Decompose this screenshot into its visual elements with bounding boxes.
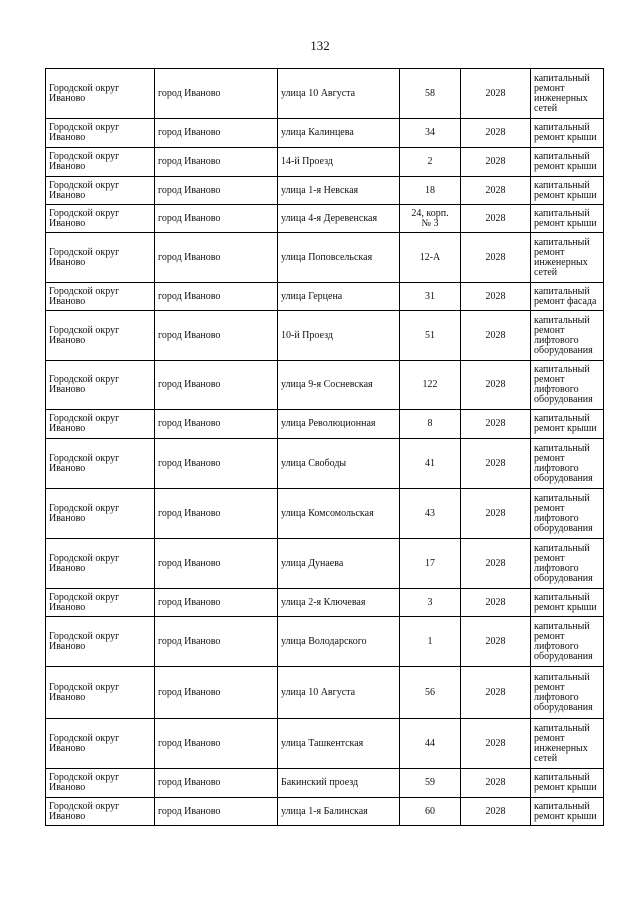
cell-street: улица Революционная <box>278 410 400 439</box>
cell-house: 43 <box>400 489 461 539</box>
table-row <box>46 539 604 589</box>
cell-district: Городской округ Иваново <box>46 177 155 205</box>
cell-year: 2028 <box>461 233 531 283</box>
cell-district: Городской округ Иваново <box>46 361 155 410</box>
table-row <box>46 205 604 233</box>
table-row <box>46 119 604 148</box>
cell-street: улица Свободы <box>278 439 400 489</box>
cell-year: 2028 <box>461 798 531 826</box>
table-row <box>46 361 604 410</box>
table-row <box>46 177 604 205</box>
cell-street: улица Володарского <box>278 617 400 667</box>
table-row <box>46 69 604 119</box>
cell-city: город Иваново <box>155 177 278 205</box>
cell-house: 44 <box>400 719 461 769</box>
cell-district: Городской округ Иваново <box>46 439 155 489</box>
cell-work-type: капитальный ремонт лифтового оборудования <box>531 539 604 589</box>
cell-work-type: капитальный ремонт крыши <box>531 769 604 798</box>
table-row <box>46 719 604 769</box>
cell-city: город Иваново <box>155 361 278 410</box>
cell-work-type: капитальный ремонт фасада <box>531 283 604 311</box>
cell-house: 3 <box>400 589 461 617</box>
repair-schedule-table <box>45 68 604 826</box>
cell-house: 56 <box>400 667 461 719</box>
cell-street: улица Ташкентская <box>278 719 400 769</box>
cell-city: город Иваново <box>155 205 278 233</box>
cell-year: 2028 <box>461 410 531 439</box>
table-row <box>46 410 604 439</box>
table-row <box>46 589 604 617</box>
cell-work-type: капитальный ремонт лифтового оборудования <box>531 489 604 539</box>
cell-district: Городской округ Иваново <box>46 798 155 826</box>
cell-year: 2028 <box>461 119 531 148</box>
cell-work-type: капитальный ремонт инженерных сетей <box>531 233 604 283</box>
cell-year: 2028 <box>461 617 531 667</box>
cell-district: Городской округ Иваново <box>46 233 155 283</box>
cell-year: 2028 <box>461 177 531 205</box>
cell-work-type: капитальный ремонт лифтового оборудования <box>531 361 604 410</box>
table-body <box>46 69 604 826</box>
cell-house: 17 <box>400 539 461 589</box>
cell-city: город Иваново <box>155 617 278 667</box>
cell-street: улица Калинцева <box>278 119 400 148</box>
cell-year: 2028 <box>461 361 531 410</box>
cell-house: 2 <box>400 148 461 177</box>
page-number: 132 <box>310 38 330 53</box>
cell-street: улица Герцена <box>278 283 400 311</box>
cell-street: улица Дунаева <box>278 539 400 589</box>
cell-city: город Иваново <box>155 439 278 489</box>
cell-year: 2028 <box>461 205 531 233</box>
cell-district: Городской округ Иваново <box>46 119 155 148</box>
cell-house: 34 <box>400 119 461 148</box>
cell-city: город Иваново <box>155 311 278 361</box>
cell-district: Городской округ Иваново <box>46 489 155 539</box>
cell-city: город Иваново <box>155 798 278 826</box>
cell-house: 31 <box>400 283 461 311</box>
table-row <box>46 667 604 719</box>
cell-work-type: капитальный ремонт крыши <box>531 589 604 617</box>
cell-work-type: капитальный ремонт инженерных сетей <box>531 719 604 769</box>
cell-city: город Иваново <box>155 719 278 769</box>
cell-year: 2028 <box>461 283 531 311</box>
cell-district: Городской округ Иваново <box>46 410 155 439</box>
cell-district: Городской округ Иваново <box>46 539 155 589</box>
cell-city: город Иваново <box>155 119 278 148</box>
cell-city: город Иваново <box>155 69 278 119</box>
cell-street: улица 10 Августа <box>278 667 400 719</box>
cell-district: Городской округ Иваново <box>46 617 155 667</box>
table-row <box>46 798 604 826</box>
cell-work-type: капитальный ремонт крыши <box>531 205 604 233</box>
cell-street: улица 1-я Балинская <box>278 798 400 826</box>
cell-house: 12-А <box>400 233 461 283</box>
cell-city: город Иваново <box>155 539 278 589</box>
cell-house: 41 <box>400 439 461 489</box>
cell-work-type: капитальный ремонт лифтового оборудования <box>531 311 604 361</box>
cell-year: 2028 <box>461 667 531 719</box>
cell-city: город Иваново <box>155 148 278 177</box>
cell-work-type: капитальный ремонт лифтового оборудования <box>531 439 604 489</box>
cell-city: город Иваново <box>155 769 278 798</box>
cell-work-type: капитальный ремонт лифтового оборудования <box>531 617 604 667</box>
cell-house: 59 <box>400 769 461 798</box>
cell-street: 14-й Проезд <box>278 148 400 177</box>
cell-district: Городской округ Иваново <box>46 667 155 719</box>
table-row <box>46 283 604 311</box>
cell-work-type: капитальный ремонт крыши <box>531 119 604 148</box>
cell-work-type: капитальный ремонт инженерных сетей <box>531 69 604 119</box>
cell-work-type: капитальный ремонт крыши <box>531 798 604 826</box>
cell-district: Городской округ Иваново <box>46 283 155 311</box>
cell-street: улица Комсомольская <box>278 489 400 539</box>
cell-house: 1 <box>400 617 461 667</box>
cell-street: 10-й Проезд <box>278 311 400 361</box>
cell-year: 2028 <box>461 489 531 539</box>
cell-year: 2028 <box>461 69 531 119</box>
cell-city: город Иваново <box>155 489 278 539</box>
table-row <box>46 311 604 361</box>
cell-work-type: капитальный ремонт лифтового оборудования <box>531 667 604 719</box>
cell-work-type: капитальный ремонт крыши <box>531 177 604 205</box>
cell-house: 18 <box>400 177 461 205</box>
cell-year: 2028 <box>461 311 531 361</box>
cell-house: 51 <box>400 311 461 361</box>
table-row <box>46 617 604 667</box>
cell-year: 2028 <box>461 719 531 769</box>
cell-street: улица 4-я Деревенская <box>278 205 400 233</box>
cell-district: Городской округ Иваново <box>46 205 155 233</box>
cell-year: 2028 <box>461 769 531 798</box>
cell-city: город Иваново <box>155 667 278 719</box>
cell-street: Бакинский проезд <box>278 769 400 798</box>
cell-street: улица 9-я Сосневская <box>278 361 400 410</box>
cell-year: 2028 <box>461 439 531 489</box>
cell-work-type: капитальный ремонт крыши <box>531 148 604 177</box>
table-row <box>46 489 604 539</box>
cell-house: 122 <box>400 361 461 410</box>
cell-district: Городской округ Иваново <box>46 719 155 769</box>
cell-city: город Иваново <box>155 233 278 283</box>
cell-house: 24, корп. № 3 <box>400 205 461 233</box>
cell-district: Городской округ Иваново <box>46 311 155 361</box>
cell-house: 8 <box>400 410 461 439</box>
cell-city: город Иваново <box>155 410 278 439</box>
cell-district: Городской округ Иваново <box>46 69 155 119</box>
cell-district: Городской округ Иваново <box>46 148 155 177</box>
cell-street: улица 10 Августа <box>278 69 400 119</box>
table-row <box>46 769 604 798</box>
table-row <box>46 233 604 283</box>
table-row <box>46 148 604 177</box>
cell-year: 2028 <box>461 589 531 617</box>
cell-street: улица Поповсельская <box>278 233 400 283</box>
cell-district: Городской округ Иваново <box>46 589 155 617</box>
cell-city: город Иваново <box>155 589 278 617</box>
cell-year: 2028 <box>461 148 531 177</box>
cell-district: Городской округ Иваново <box>46 769 155 798</box>
cell-city: город Иваново <box>155 283 278 311</box>
cell-street: улица 2-я Ключевая <box>278 589 400 617</box>
cell-house: 58 <box>400 69 461 119</box>
cell-work-type: капитальный ремонт крыши <box>531 410 604 439</box>
cell-house: 60 <box>400 798 461 826</box>
cell-street: улица 1-я Невская <box>278 177 400 205</box>
cell-year: 2028 <box>461 539 531 589</box>
table-row <box>46 439 604 489</box>
